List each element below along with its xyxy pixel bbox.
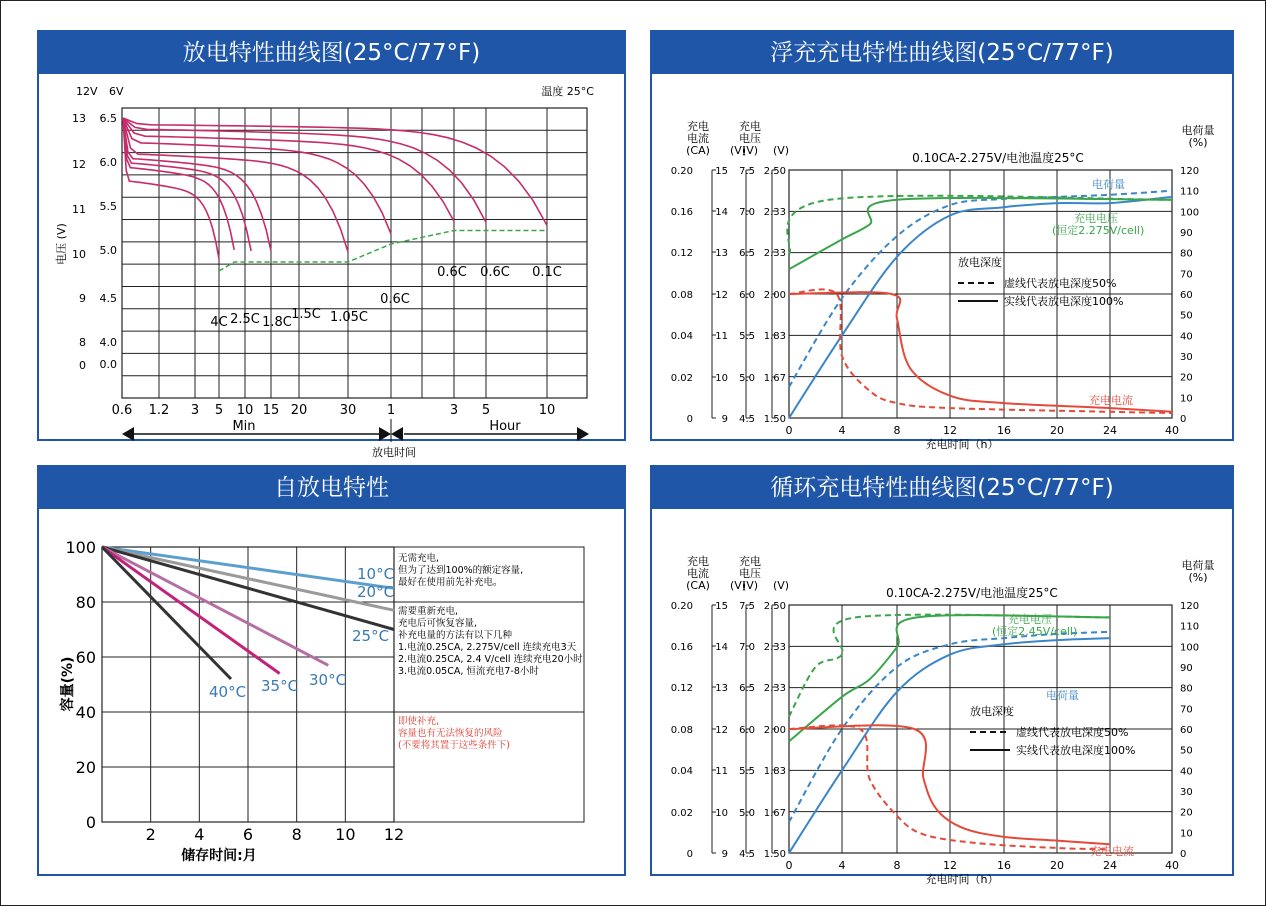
cycle-chart <box>652 509 1232 886</box>
current-tick: 0.02 <box>670 808 693 819</box>
y12-tick-label: 12 <box>72 158 86 171</box>
current-tick: 0.04 <box>670 331 693 342</box>
chart-subtitle: 0.10CA-2.275V/电池温度25°C <box>912 151 1084 165</box>
y-tick: 0 <box>85 813 96 832</box>
x-tick-hour: 10 <box>538 403 556 418</box>
voltage6-tick: 4.5 <box>739 414 755 425</box>
voltage6-tick: 7.5 <box>739 166 755 177</box>
capacity-tick: 80 <box>1180 248 1193 260</box>
voltage-cell-header: (V) <box>772 579 790 592</box>
x-tick-min: 1.2 <box>148 403 170 418</box>
x-tick: 4 <box>194 825 205 844</box>
voltage-axis-header: 电压 <box>739 132 761 145</box>
capacity-axis-header: (%) <box>1188 571 1208 584</box>
voltage12-tick: 11 <box>715 331 728 342</box>
current-axis-header: (CA) <box>686 579 710 592</box>
self-discharge-chart <box>39 509 624 874</box>
voltage6-tick: 5.5 <box>739 766 755 777</box>
x-tick: 4 <box>838 424 846 437</box>
discharge-title: 放电特性曲线图(25°C/77°F) <box>39 32 624 74</box>
voltage-series-note: (恒定2.45V/cell) <box>992 625 1078 638</box>
curve-label: 0.6C <box>480 265 510 280</box>
x-tick-min: 20 <box>290 403 308 418</box>
note-line: 但为了达到100%的额定容量, <box>398 565 524 576</box>
current-axis-header: 电流 <box>687 567 709 580</box>
series-label: 30°C <box>309 671 347 689</box>
y6-tick-label: 4.5 <box>99 292 117 305</box>
note-line-warning: (不要将其置于这些条件下) <box>398 740 510 751</box>
note-line: 补充电量的方法有以下几种 <box>398 630 513 641</box>
capacity-axis-header: (%) <box>1188 136 1208 149</box>
voltage12-tick: 13 <box>715 248 728 259</box>
capacity-tick: 0 <box>1180 414 1187 425</box>
x-tick-min: 3 <box>190 403 200 418</box>
note-line: 最好在使用前先补充电。 <box>398 577 503 588</box>
voltage12-tick: 14 <box>715 207 728 218</box>
capacity-tick: 90 <box>1180 228 1193 239</box>
float-panel <box>650 30 1234 451</box>
y-axis-label: 电压 (V) <box>55 223 68 265</box>
cycle-panel <box>650 465 1234 886</box>
hour-arrow-left <box>391 427 403 441</box>
voltage12-tick: 15 <box>715 601 728 612</box>
note-line: 需要重新充电, <box>398 606 459 617</box>
voltage12-tick: 10 <box>715 808 728 819</box>
capacity-tick: 70 <box>1180 704 1193 716</box>
capacity-tick: 60 <box>1180 725 1193 736</box>
x-label-min: Min <box>232 419 256 434</box>
y6-tick-label: 6.0 <box>99 156 117 169</box>
x-label: 充电时间（h） <box>925 873 999 886</box>
current-axis-header: 充电 <box>687 555 709 568</box>
x-tick-hour: 1 <box>386 403 396 418</box>
current-tick: 0 <box>686 849 693 860</box>
series-label: 40°C <box>209 683 247 701</box>
voltage12-tick: 10 <box>715 373 728 384</box>
voltage-series-label: 充电电压 <box>1074 212 1118 225</box>
x-tick: 40 <box>1165 424 1179 437</box>
legend-solid-label: 实线代表放电深度100% <box>1004 295 1124 308</box>
current-axis-header: (CA) <box>686 144 710 157</box>
current-tick: 0.20 <box>670 601 693 612</box>
capacity-series-label: 电荷量 <box>1092 178 1125 191</box>
capacity-tick: 120 <box>1180 601 1200 612</box>
y12-tick-label: 13 <box>72 112 86 125</box>
voltage6-header: (V) <box>729 144 747 157</box>
x-tick-hour: 5 <box>481 403 491 418</box>
y12-tick-label: 0 <box>79 359 86 372</box>
capacity-tick: 10 <box>1180 828 1193 840</box>
x-tick: 16 <box>997 859 1011 872</box>
note-line: 1.电流0.25CA, 2.275V/cell 连续充电3天 <box>398 642 577 653</box>
capacity-tick: 90 <box>1180 663 1193 674</box>
voltage6-tick: 7.0 <box>739 207 755 218</box>
legend-title: 放电深度 <box>958 256 1002 269</box>
capacity-tick: 120 <box>1180 166 1200 177</box>
x-label-hour: Hour <box>489 419 521 434</box>
curve-label: 2.5C <box>230 312 260 327</box>
note-line: 2.电流0.25CA, 2.4 V/cell 连续充电20小时 <box>398 654 583 665</box>
voltage6-tick: 5.0 <box>739 808 755 819</box>
voltage12-tick: 12 <box>715 725 728 736</box>
voltage12-tick: 15 <box>715 166 728 177</box>
capacity-axis-header: 电荷量 <box>1181 124 1215 137</box>
y12-header: 12V <box>76 85 98 98</box>
x-tick: 0 <box>785 859 793 872</box>
voltage-axis-header: (V) <box>741 144 759 157</box>
note-line-warning: 容量也有无法恢复的风险 <box>398 728 503 739</box>
x-tick: 4 <box>838 859 846 872</box>
y-tick: 40 <box>75 703 96 722</box>
voltage-cell-tick: 2.00 <box>763 725 786 736</box>
current-series-label: 充电电流 <box>1090 845 1134 858</box>
current-tick: 0.12 <box>670 248 693 259</box>
cycle-title: 循环充电特性曲线图(25°C/77°F) <box>652 467 1232 509</box>
voltage-cell-tick: 2.33 <box>763 207 786 218</box>
voltage6-tick: 7.0 <box>739 642 755 653</box>
discharge-curve <box>123 118 547 225</box>
voltage-cell-tick: 1.67 <box>763 808 786 819</box>
legend-dashed-label: 虚线代表放电深度50% <box>1016 726 1129 739</box>
min-arrow-left <box>122 427 134 441</box>
x-tick-min: 5 <box>214 403 224 418</box>
x-tick: 10 <box>335 825 356 844</box>
current-tick: 0.16 <box>670 207 693 218</box>
y12-tick-label: 10 <box>72 248 86 261</box>
voltage-cell-tick: 2.50 <box>763 601 786 612</box>
x-tick: 8 <box>291 825 302 844</box>
voltage-axis-header: 充电 <box>739 555 761 568</box>
legend-title: 放电深度 <box>970 705 1014 718</box>
current-tick: 0.02 <box>670 373 693 384</box>
voltage6-tick: 6.0 <box>739 290 755 301</box>
current-tick: 0.16 <box>670 642 693 653</box>
x-tick-min: 30 <box>339 403 357 418</box>
capacity-series-label: 电荷量 <box>1046 689 1079 702</box>
capacity-tick: 30 <box>1180 787 1193 798</box>
voltage12-tick: 11 <box>715 766 728 777</box>
x-tick-min: 15 <box>262 403 280 418</box>
current-series-label: 充电电流 <box>1089 394 1133 407</box>
x-label: 放电时间 <box>372 446 416 459</box>
voltage12-tick: 14 <box>715 642 728 653</box>
series-label: 20°C <box>357 583 395 601</box>
curve-label: 1.8C <box>262 315 292 330</box>
current-axis-header: 充电 <box>687 120 709 133</box>
voltage-cell-tick: 2.33 <box>763 248 786 259</box>
voltage-series-label: 充电电压 <box>1008 613 1052 626</box>
voltage-cell-tick: 2.33 <box>763 683 786 694</box>
discharge-panel <box>37 30 626 459</box>
x-tick: 6 <box>242 825 254 844</box>
voltage12-tick: 9 <box>721 849 728 860</box>
capacity-tick: 10 <box>1180 393 1193 405</box>
current-axis-header: 电流 <box>687 132 709 145</box>
x-tick: 40 <box>1165 859 1179 872</box>
y6-tick-label: 4.0 <box>99 336 117 349</box>
y-tick: 20 <box>75 758 96 777</box>
voltage-cell-tick: 1.50 <box>763 414 786 425</box>
y12-tick-label: 9 <box>79 292 86 305</box>
y6-tick-label: 6.5 <box>99 112 117 125</box>
x-label: 充电时间（h） <box>925 438 999 451</box>
legend-dashed-label: 虚线代表放电深度50% <box>1004 277 1117 290</box>
legend-solid-label: 实线代表放电深度100% <box>1016 744 1136 757</box>
x-tick: 12 <box>943 859 957 872</box>
y6-header: 6V <box>109 85 124 98</box>
note-frame <box>394 547 584 822</box>
voltage6-header: (V) <box>729 579 747 592</box>
series-label: 35°C <box>261 677 299 695</box>
voltage-cell-tick: 2.33 <box>763 642 786 653</box>
voltage12-tick: 13 <box>715 683 728 694</box>
temperature-note: 温度 25°C <box>541 85 594 98</box>
capacity-tick: 50 <box>1180 745 1193 757</box>
current-tick: 0.08 <box>670 290 693 301</box>
capacity-tick: 110 <box>1180 621 1200 633</box>
series-label: 10°C <box>357 565 395 583</box>
x-tick: 8 <box>893 424 901 437</box>
x-tick: 2 <box>145 825 156 844</box>
curve-label: 1.05C <box>329 310 369 325</box>
self-discharge-title: 自放电特性 <box>39 467 624 509</box>
capacity-tick: 0 <box>1180 849 1187 860</box>
voltage12-tick: 9 <box>721 414 728 425</box>
current-tick: 0.20 <box>670 166 693 177</box>
voltage6-tick: 6.5 <box>739 248 755 259</box>
x-tick-min: 10 <box>236 403 254 418</box>
voltage6-tick: 6.5 <box>739 683 755 694</box>
hour-arrow-right <box>577 427 589 441</box>
float-chart <box>652 74 1232 451</box>
voltage6-tick: 5.0 <box>739 373 755 384</box>
y12-tick-label: 8 <box>79 336 86 349</box>
self-discharge-panel <box>37 465 626 876</box>
voltage6-tick: 5.5 <box>739 331 755 342</box>
x-tick: 24 <box>1103 859 1117 872</box>
min-arrow-right <box>379 427 391 441</box>
capacity-tick: 80 <box>1180 683 1193 695</box>
plot-frame <box>122 108 587 398</box>
capacity-tick: 60 <box>1180 290 1193 301</box>
y-tick: 100 <box>65 538 96 557</box>
x-tick-hour: 3 <box>449 403 459 418</box>
voltage-cell-header: (V) <box>772 144 790 157</box>
y-tick: 80 <box>75 593 96 612</box>
voltage6-tick: 7.5 <box>739 601 755 612</box>
note-line: 3.电流0.05CA, 恒流充电7-8小时 <box>398 666 539 677</box>
voltage-cell-tick: 1.83 <box>763 331 786 342</box>
curve-label: 0.6C <box>437 265 467 280</box>
curve-label: 1.5C <box>291 307 321 322</box>
y6-tick-label: 5.0 <box>99 244 117 257</box>
voltage6-tick: 6.0 <box>739 725 755 736</box>
x-tick: 24 <box>1103 424 1117 437</box>
y6-tick-label: 0.0 <box>99 358 117 371</box>
current-tick: 0.04 <box>670 766 693 777</box>
voltage-cell-tick: 1.50 <box>763 849 786 860</box>
current-tick: 0 <box>686 414 693 425</box>
y12-tick-label: 11 <box>72 203 86 216</box>
note-line: 无需充电, <box>398 553 440 564</box>
series-line <box>102 547 231 679</box>
voltage-cell-tick: 2.50 <box>763 166 786 177</box>
x-tick: 16 <box>997 424 1011 437</box>
discharge-curve <box>123 118 219 259</box>
capacity-tick: 100 <box>1180 207 1200 219</box>
y-label: 容量(%) <box>60 656 76 712</box>
capacity-axis-header: 电荷量 <box>1181 559 1215 572</box>
capacity-tick: 40 <box>1180 331 1193 343</box>
capacity-tick: 100 <box>1180 642 1200 654</box>
current-tick: 0.12 <box>670 683 693 694</box>
x-tick: 12 <box>383 825 405 844</box>
x-tick: 8 <box>893 859 901 872</box>
x-tick-min: 0.6 <box>111 403 133 418</box>
chart-subtitle: 0.10CA-2.275V/电池温度25°C <box>886 586 1058 600</box>
capacity-tick: 50 <box>1180 310 1193 322</box>
series-line <box>102 547 328 665</box>
voltage-cell-tick: 2.00 <box>763 290 786 301</box>
capacity-tick: 20 <box>1180 372 1193 384</box>
x-label: 储存时间:月 <box>181 848 257 864</box>
discharge-chart <box>39 74 624 459</box>
x-tick: 20 <box>1050 859 1064 872</box>
x-tick: 0 <box>785 424 793 437</box>
capacity-tick: 20 <box>1180 807 1193 819</box>
curve-label: 0.1C <box>532 265 562 280</box>
voltage12-tick: 12 <box>715 290 728 301</box>
voltage-series-note: (恒定2.275V/cell) <box>1052 224 1145 237</box>
voltage-axis-header: (V) <box>741 579 759 592</box>
voltage-axis-header: 充电 <box>739 120 761 133</box>
x-tick: 20 <box>1050 424 1064 437</box>
y6-tick-label: 5.5 <box>99 200 117 213</box>
series-label: 25°C <box>352 627 390 645</box>
curve-label: 4C <box>210 315 228 330</box>
capacity-tick: 40 <box>1180 766 1193 778</box>
voltage-axis-header: 电压 <box>739 567 761 580</box>
voltage-cell-tick: 1.83 <box>763 766 786 777</box>
capacity-tick: 70 <box>1180 269 1193 281</box>
current-tick: 0.08 <box>670 725 693 736</box>
float-title: 浮充充电特性曲线图(25°C/77°F) <box>652 32 1232 74</box>
x-tick: 12 <box>943 424 957 437</box>
note-line: 充电后可恢复容量, <box>398 618 478 629</box>
note-line-warning: 即使补充, <box>398 716 440 727</box>
voltage6-tick: 4.5 <box>739 849 755 860</box>
capacity-tick: 30 <box>1180 352 1193 363</box>
curve-label: 0.6C <box>380 292 410 307</box>
voltage-cell-tick: 1.67 <box>763 373 786 384</box>
capacity-tick: 110 <box>1180 186 1200 198</box>
y-tick: 60 <box>75 648 96 667</box>
